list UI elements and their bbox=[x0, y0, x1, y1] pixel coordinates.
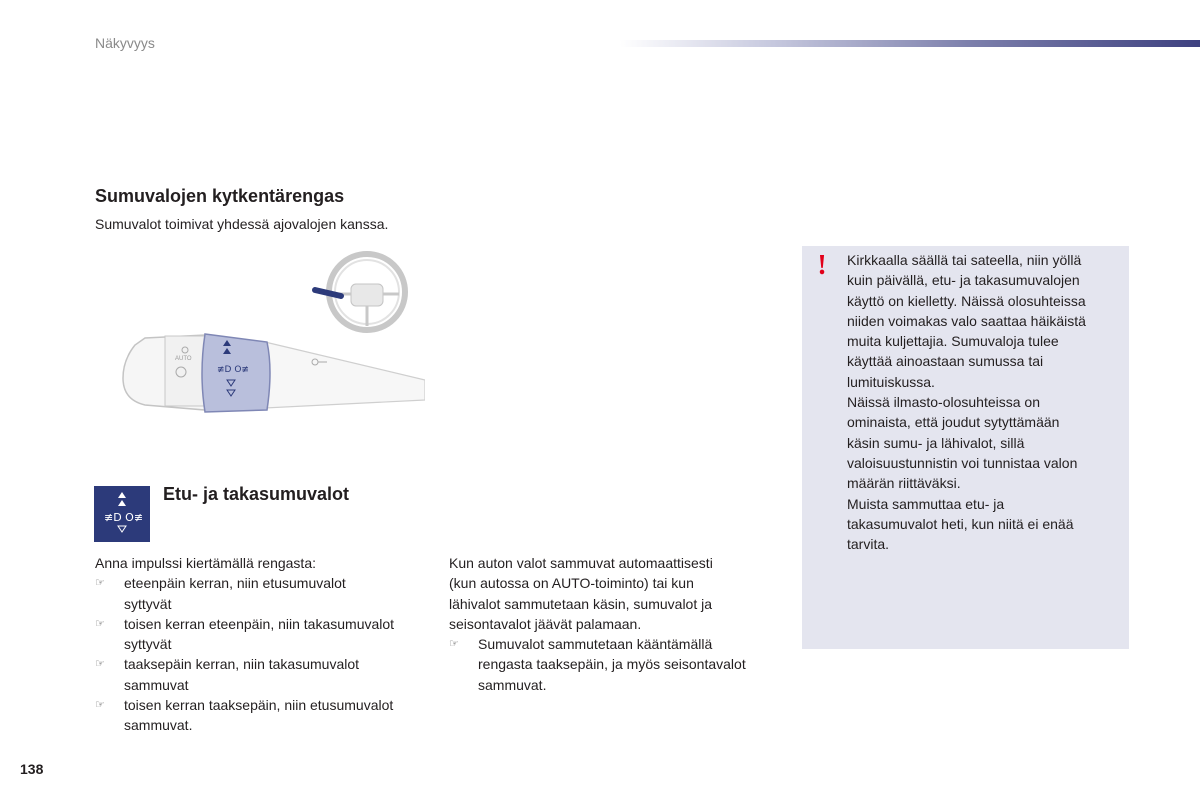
warning-text: Kirkkaalla säällä tai sateella, niin yöllä kuin päivällä, etu- ja takasumuvalojen käyttö on kielletty. Näissä olosuhteissa niiden voimakas valo saattaa häikäistä muita kuljettajia. Sumuvaloja tulee käyttää ainoastaan sumussa tai lumituiskussa. Näissä ilmasto-olosuhteissa on ominaista, että joudut sytyttämään käsin sumu- ja lähivalot, sillä valoisuustunnistin voi tunnistaa valon määrän riittäväksi. Muista sammuttaa etu- ja takasumuvalot heti, kun niitä ei enää tarvita. bbox=[847, 252, 1086, 553]
list-item: ☞ toisen kerran eteenpäin, niin takasumuvalot syttyvät bbox=[95, 615, 395, 653]
header-gradient-bar bbox=[620, 40, 1200, 47]
fog-lights-icon bbox=[94, 486, 150, 542]
svg-text:≢D O≢: ≢D O≢ bbox=[104, 511, 144, 524]
list-item: ☞ taaksepäin kerran, niin takasumuvalot sammuvat bbox=[95, 656, 360, 693]
section-label: Näkyvyys bbox=[95, 35, 155, 51]
auto-off-paragraph: Kun auton valot sammuvat automaattisesti (kun autossa on AUTO-toiminto) tai kun lähivalot sammutetaan käsin, sumuvalot ja seisontavalot jäävät palamaan. bbox=[449, 555, 713, 632]
fog-light-stalk-illustration bbox=[105, 250, 425, 430]
pointing-hand-icon: ☞ bbox=[95, 577, 105, 590]
list-item: ☞ Sumuvalot sammutetaan kääntämällä rengasta taaksepäin, ja myös seisontavalot sammuvat. bbox=[449, 636, 746, 693]
intro-text: Sumuvalot toimivat yhdessä ajovalojen kanssa. bbox=[95, 216, 389, 232]
instruction-list bbox=[95, 573, 435, 735]
subsection-title: Etu- ja takasumuvalot bbox=[163, 484, 350, 504]
svg-text:≢D O≢: ≢D O≢ bbox=[217, 365, 249, 375]
warning-icon: ! bbox=[817, 250, 827, 281]
list-item: ☞ eteenpäin kerran, niin etusumuvalot syttyvät bbox=[95, 575, 346, 612]
page-title: Sumuvalojen kytkentärengas bbox=[95, 186, 345, 206]
instructions-lead: Anna impulssi kiertämällä rengasta: bbox=[95, 555, 316, 571]
auto-label: AUTO bbox=[175, 356, 192, 362]
pointing-hand-icon: ☞ bbox=[95, 617, 105, 630]
pointing-hand-icon: ☞ bbox=[449, 638, 459, 651]
instructions-column bbox=[95, 553, 435, 736]
steering-wheel-icon bbox=[329, 254, 405, 330]
pointing-hand-icon: ☞ bbox=[95, 658, 105, 671]
auto-off-column bbox=[449, 553, 779, 695]
page-number: 138 bbox=[20, 761, 44, 777]
pointing-hand-icon: ☞ bbox=[95, 699, 105, 712]
list-item: ☞ toisen kerran taaksepäin, niin etusumuvalot sammuvat. bbox=[95, 697, 394, 734]
auto-off-list bbox=[449, 634, 779, 695]
